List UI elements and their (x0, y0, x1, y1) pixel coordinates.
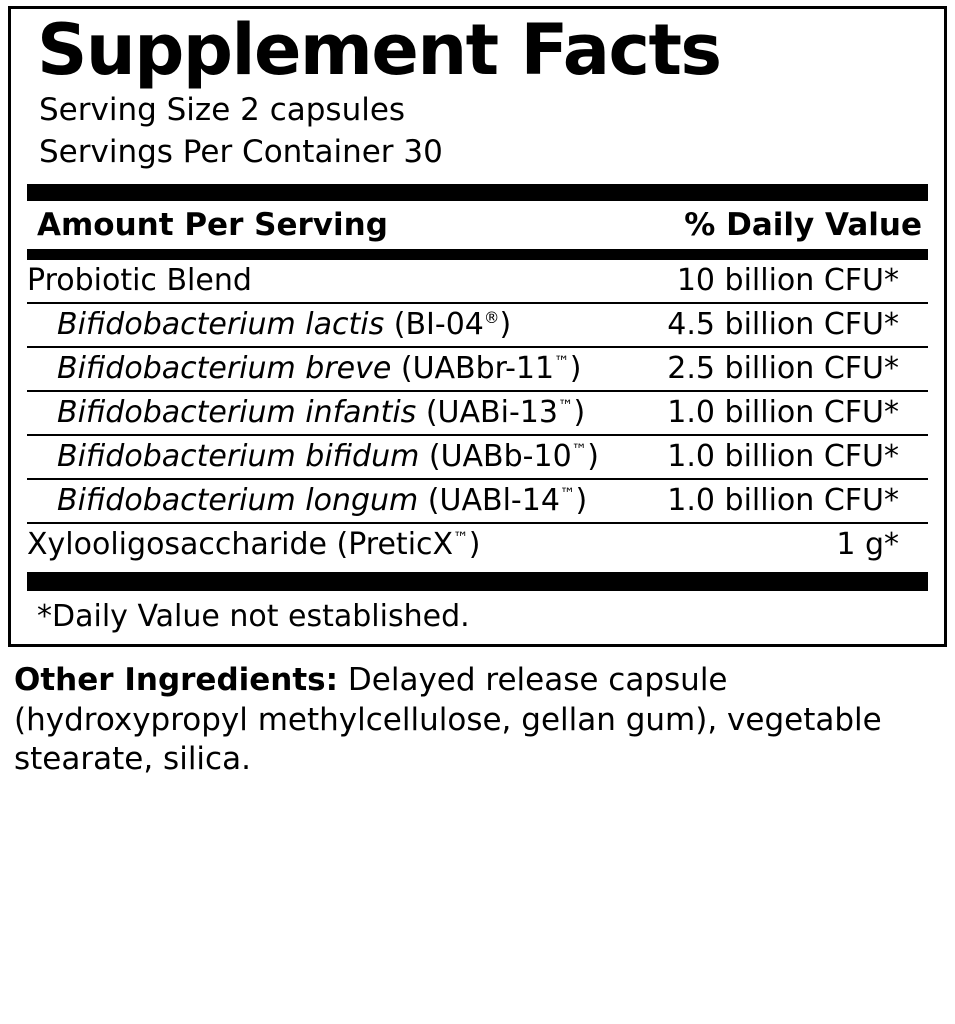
servings-per-container-text: Servings Per Container 30 (39, 134, 443, 171)
nutrient-name (27, 347, 667, 391)
nutrient-amount: 10 billion CFU (667, 260, 884, 303)
nutrient-daily-value: * (884, 479, 928, 523)
nutrient-amount: 4.5 billion CFU (667, 303, 884, 347)
daily-value-label: % Daily Value (684, 207, 922, 244)
table-row (27, 260, 928, 303)
nutrient-name-text: Bifidobacterium breve (57, 351, 392, 387)
table-row (27, 479, 928, 523)
table-row (27, 347, 928, 391)
nutrient-name-suffix: (UABb-10™) (419, 439, 599, 475)
divider-thick-bottom (27, 572, 928, 591)
nutrient-daily-value: * (884, 260, 928, 303)
nutrient-name-text: Xylooligosaccharide (27, 527, 327, 563)
nutrient-daily-value: * (884, 435, 928, 479)
nutrient-amount: 1.0 billion CFU (667, 435, 884, 479)
nutrient-daily-value: * (884, 303, 928, 347)
nutrient-daily-value: * (884, 391, 928, 435)
nutrient-name-suffix: (BI-04®) (384, 307, 512, 343)
table-row (27, 435, 928, 479)
serving-size-text: Serving Size 2 capsules (39, 92, 406, 129)
divider-medium (27, 249, 928, 260)
nutrient-name-text: Bifidobacterium lactis (57, 307, 385, 343)
divider-thick-top (27, 184, 928, 201)
nutrients-table (27, 260, 928, 566)
nutrient-name (27, 260, 667, 303)
other-ingredients-text: Delayed release capsule (hydroxypropyl methylcellulose, gellan gum), vegetable stearate, silica. (14, 662, 882, 778)
nutrient-daily-value: * (884, 527, 899, 563)
table-row (27, 523, 928, 566)
nutrient-amount: 1 g (836, 527, 884, 563)
nutrient-name (27, 435, 667, 479)
nutrient-name-suffix: (UABl-14™) (418, 483, 588, 519)
nutrient-amount: 1.0 billion CFU (667, 479, 884, 523)
table-row (27, 303, 928, 347)
nutrient-name (27, 479, 667, 523)
nutrient-name-suffix: (UABi-13™) (416, 395, 586, 431)
nutrient-name-text: Bifidobacterium bifidum (57, 439, 420, 475)
nutrient-name (27, 391, 667, 435)
nutrient-amount: 1.0 billion CFU (667, 391, 884, 435)
nutrient-daily-value: * (884, 347, 928, 391)
nutrient-amount: 2.5 billion CFU (667, 347, 884, 391)
nutrient-name (27, 523, 667, 566)
amount-per-serving-header (27, 201, 928, 249)
other-ingredients-label: Other Ingredients: (14, 662, 339, 699)
supplement-facts-panel (8, 6, 947, 647)
table-row (27, 391, 928, 435)
nutrient-name-text: Bifidobacterium infantis (57, 395, 417, 431)
amount-per-serving-label: Amount Per Serving (37, 207, 388, 244)
nutrient-name-text: Bifidobacterium longum (57, 483, 419, 519)
nutrient-name-suffix: (UABbr-11™) (391, 351, 582, 387)
page-title: Supplement Facts (37, 9, 721, 91)
nutrient-name-suffix: (PreticX™) (327, 527, 481, 563)
nutrient-name-text: Probiotic Blend (27, 263, 252, 299)
daily-value-footnote: *Daily Value not established. (37, 599, 470, 635)
other-ingredients (14, 661, 943, 780)
nutrient-name (27, 303, 667, 347)
